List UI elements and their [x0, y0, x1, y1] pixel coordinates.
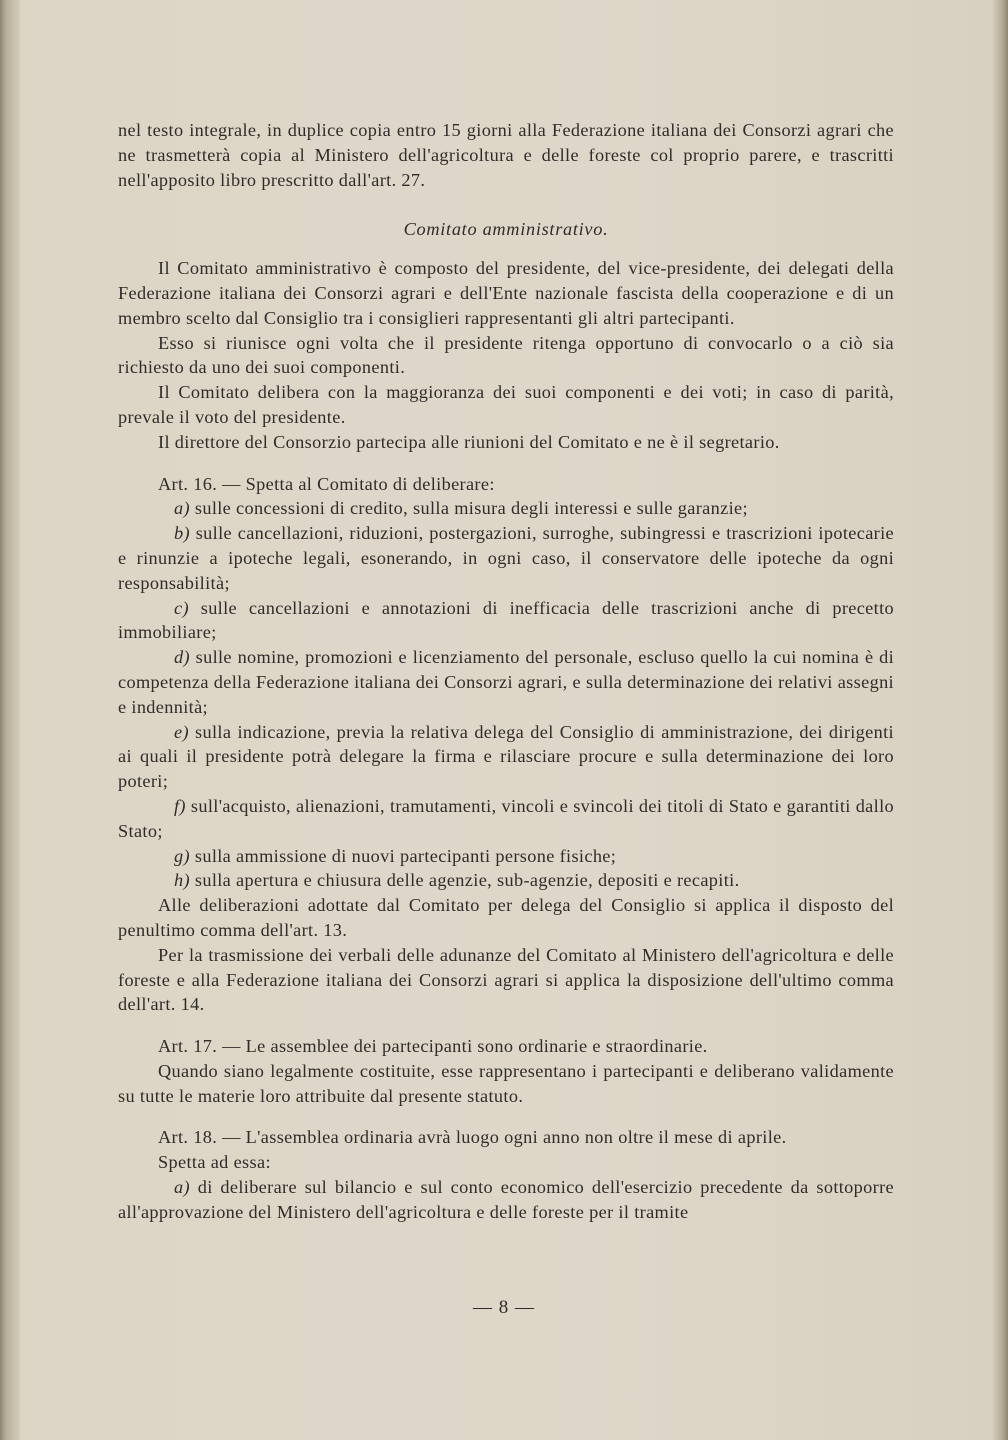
item-text: sulla indicazione, previa la relativa delega del Consiglio di amministrazione, dei dirigenti ai quali il presidente potrà delegare la firma e rilasciare procure e sulla determinazione dei loro poteri;	[118, 721, 894, 792]
item-letter: d)	[174, 647, 190, 668]
item-letter: h)	[174, 870, 190, 891]
item-text: sulle nomine, promozioni e licenziamento del personale, escluso quello la cui nomina è di competenza della Federazione italiana dei Consorzi agrari, e sulla determinazione dei relativi assegni e indennità;	[118, 647, 894, 717]
committee-paragraph: Esso si riunisce ogni volta che il presidente ritenga opportuno di convocarlo o a ciò sia richiesto da uno dei suoi componenti.	[118, 332, 894, 378]
article-16-closing-paragraph: Alle deliberazioni adottate dal Comitato per delega del Consiglio si applica il disposto del penultimo comma dell'art. 13.	[118, 895, 894, 940]
book-spine-shadow	[0, 0, 20, 1440]
item-letter: f)	[174, 795, 186, 816]
intro-paragraph: nel testo integrale, in duplice copia entro 15 giorni alla Federazione italiana dei Consorzi agrari che ne trasmetterà copia al Ministero dell'agricoltura e delle foreste col proprio parere, e trascritti nell'apposito libro prescritto dall'art. 27.	[118, 120, 894, 190]
article-16-item	[118, 496, 894, 521]
article-16-item	[118, 720, 894, 794]
article-16-item	[118, 645, 894, 719]
item-letter: e)	[174, 721, 189, 742]
section-title: Comitato amministrativo.	[403, 219, 609, 240]
item-letter: b)	[174, 523, 190, 544]
article-16-item	[118, 844, 894, 869]
item-text: sulle cancellazioni, riduzioni, postergazioni, surroghe, subingressi e trascrizioni ipotecarie e rinunzie a ipoteche legali, esonerando, in ogni caso, il conservatore delle ipoteche da ogni responsabilità;	[118, 523, 894, 593]
item-text: sull'acquisto, alienazioni, tramutamenti, vincoli e svincoli dei titoli di Stato e garantiti dallo Stato;	[118, 795, 894, 841]
page-text	[118, 118, 894, 1225]
committee-paragraph: Il Comitato delibera con la maggioranza dei suoi componenti e dei voti; in caso di parità, prevale il voto del presidente.	[118, 382, 894, 427]
article-16-item	[118, 794, 894, 844]
article-16-closing-paragraph: Per la trasmissione dei verbali delle adunanze del Comitato al Ministero dell'agricoltura e delle foreste e alla Federazione italiana dei Consorzi agrari si applica la disposizione dell'ultimo comma dell'art. 14.	[118, 944, 894, 1015]
committee-paragraph: Il Comitato amministrativo è composto del presidente, del vice-presidente, dei delegati della Federazione italiana dei Consorzi agrari e dell'Ente nazionale fascista della cooperazione e di un membro scelto dal Consiglio tra i consiglieri rappresentanti gli altri partecipanti.	[118, 258, 894, 328]
item-letter: a)	[174, 1177, 190, 1198]
page-edge	[992, 0, 1008, 1440]
item-letter: g)	[174, 845, 190, 866]
article-18-item	[118, 1175, 894, 1225]
item-text: di deliberare sul bilancio e sul conto economico dell'esercizio precedente da sottoporre all'approvazione del Ministero dell'agricoltura e delle foreste per il tramite	[118, 1177, 894, 1222]
article-17-heading: Art. 17. — Le assemblee dei partecipanti sono ordinarie e straordinarie.	[158, 1036, 708, 1057]
page-number: — 8 —	[473, 1297, 535, 1318]
article-18-heading: Art. 18. — L'assemblea ordinaria avrà luogo ogni anno non oltre il mese di aprile.	[158, 1127, 787, 1148]
article-16-item	[118, 868, 894, 893]
item-text: sulle cancellazioni e annotazioni di inefficacia delle trascrizioni anche di precetto immobiliare;	[118, 597, 894, 643]
article-18-subheading: Spetta ad essa:	[158, 1152, 271, 1173]
article-16-heading: Art. 16. — Spetta al Comitato di deliberare:	[158, 473, 495, 494]
committee-paragraph: Il direttore del Consorzio partecipa alle riunioni del Comitato e ne è il segretario.	[158, 431, 780, 452]
article-16-item	[118, 596, 894, 646]
item-text: sulla apertura e chiusura delle agenzie, sub-agenzie, depositi e recapiti.	[189, 870, 740, 891]
article-17-paragraph: Quando siano legalmente costituite, esse rappresentano i partecipanti e deliberano validamente su tutte le materie loro attribuite dal presente statuto.	[118, 1060, 894, 1106]
item-text: sulla ammissione di nuovi partecipanti persone fisiche;	[189, 845, 617, 866]
item-text: sulle concessioni di credito, sulla misura degli interessi e sulle garanzie;	[189, 498, 748, 519]
item-letter: c)	[174, 597, 189, 618]
article-16-item	[118, 521, 894, 595]
item-letter: a)	[174, 498, 190, 519]
